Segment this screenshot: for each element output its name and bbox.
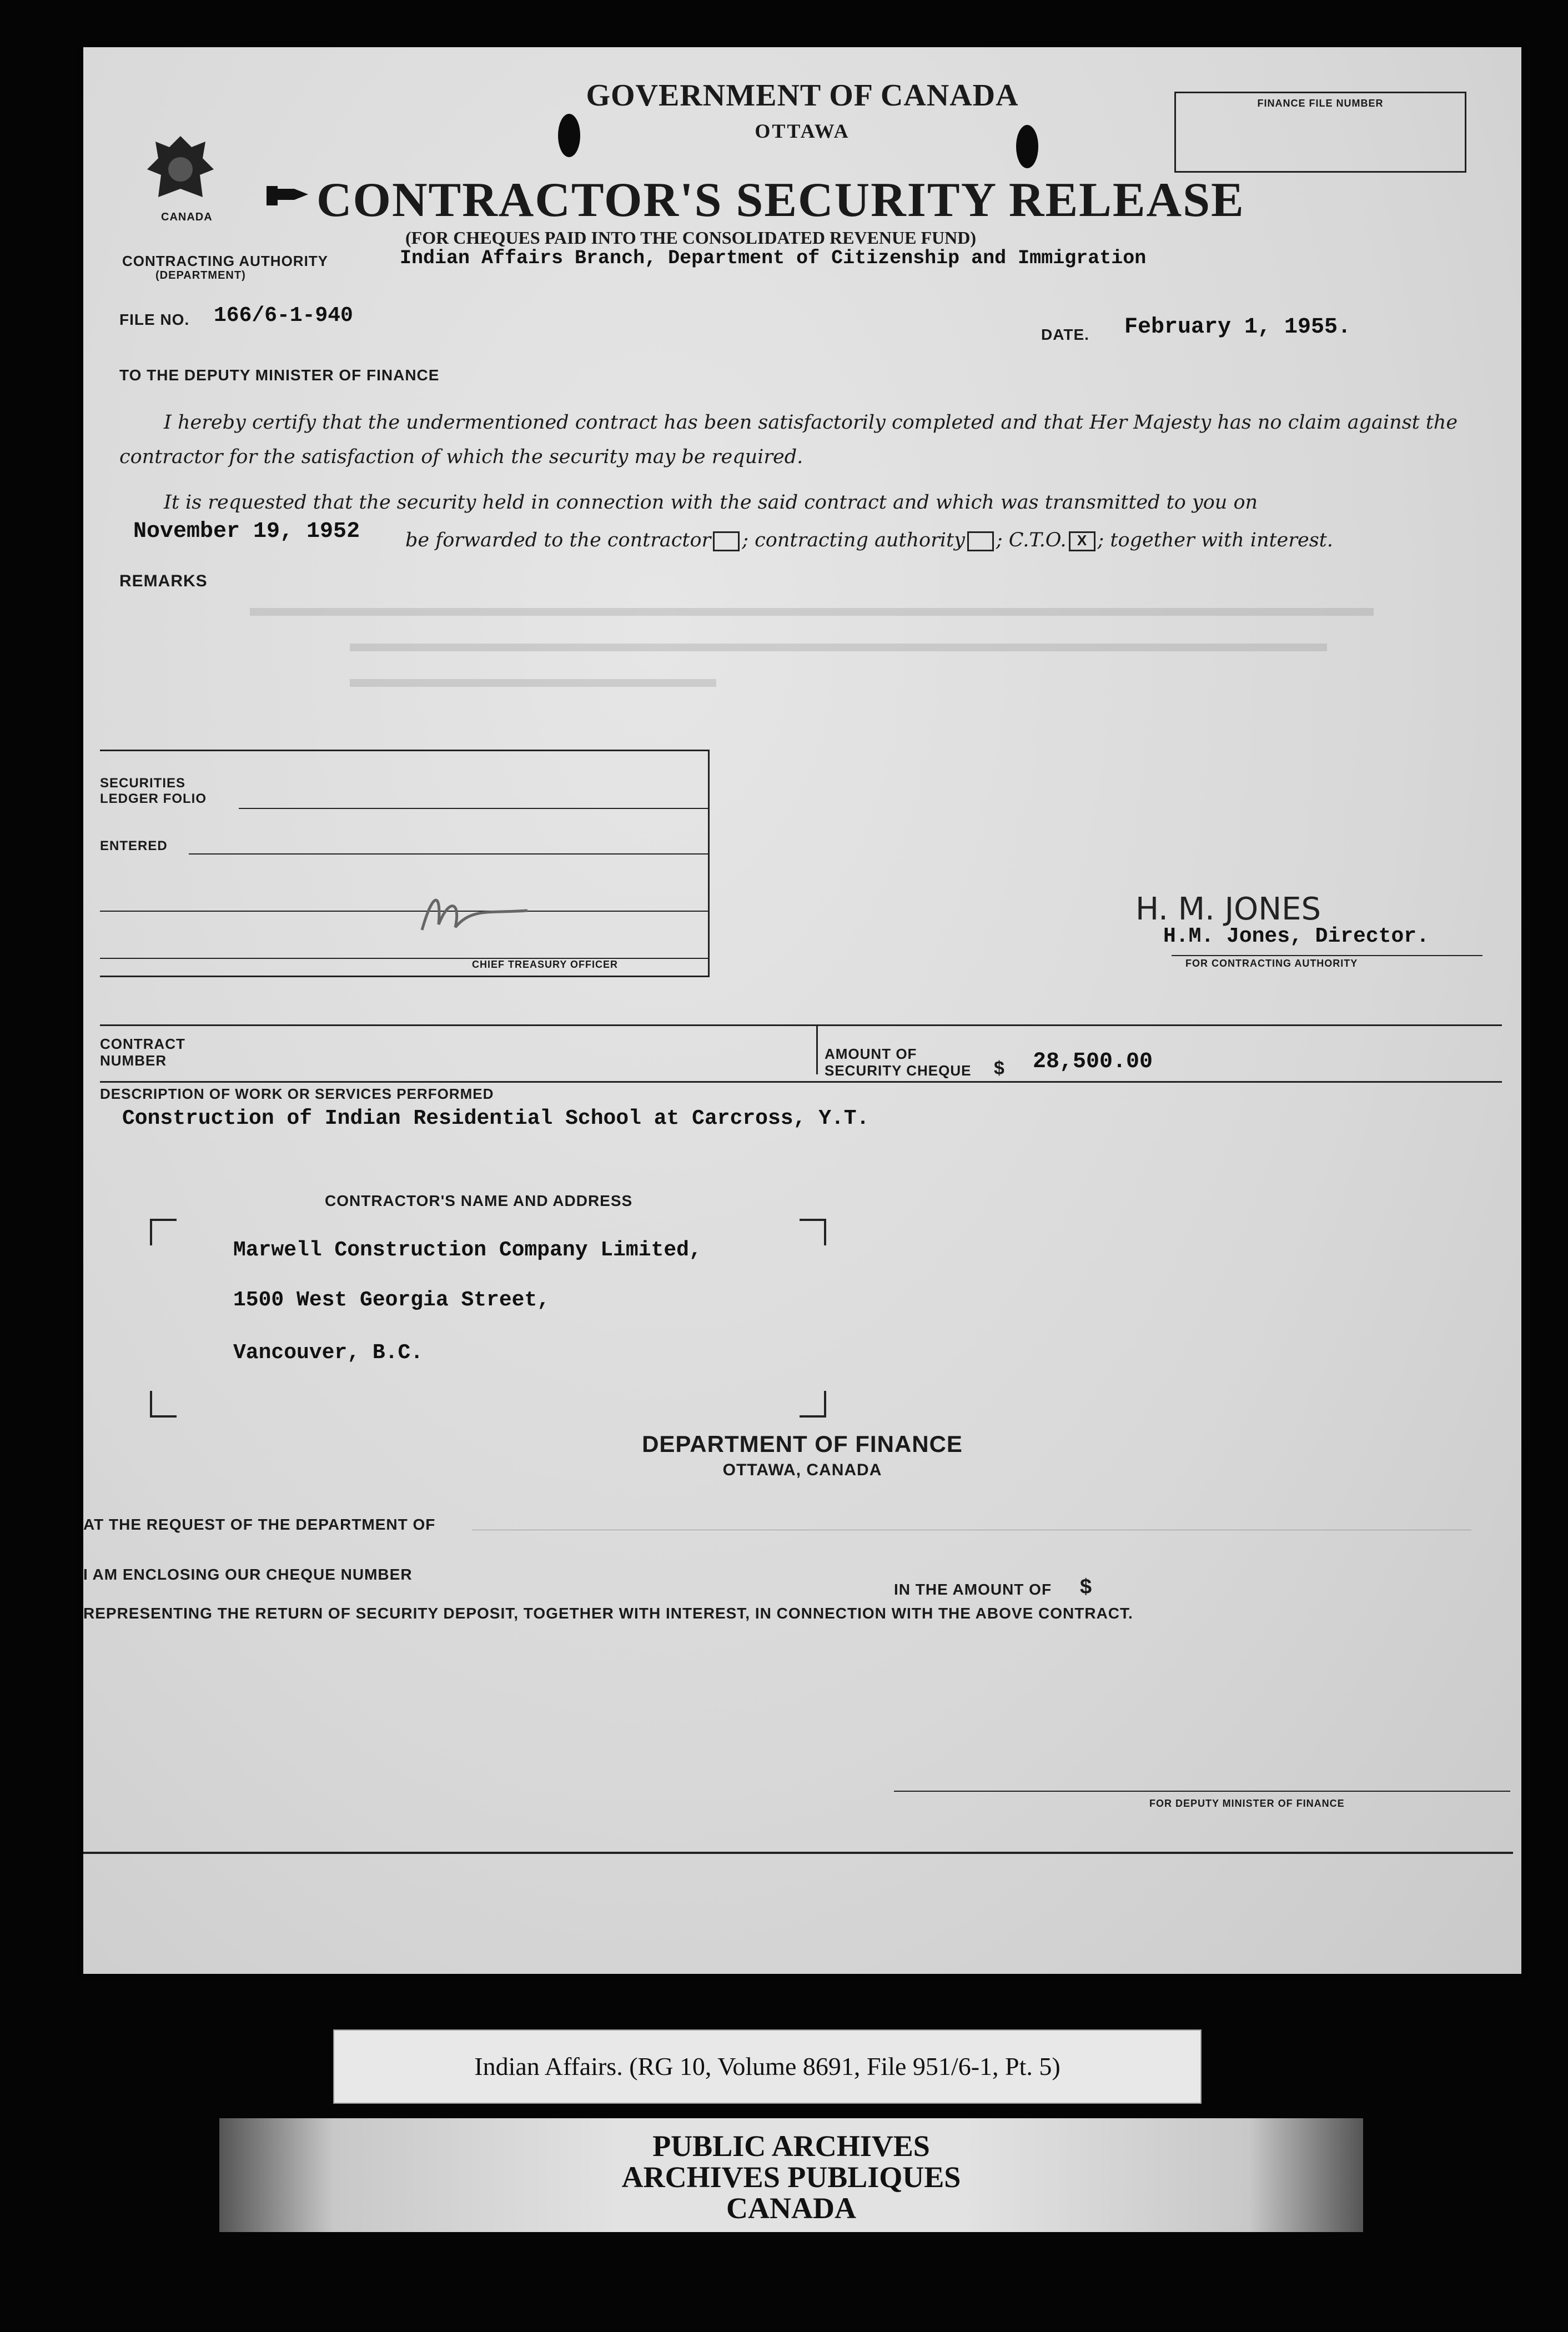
ledger-folio-label: LEDGER FOLIO [100,791,207,806]
authority-option-label: ; contracting authority [742,529,965,551]
forward-options-line [405,529,1333,551]
finance-file-number-box[interactable] [1174,92,1466,173]
form-title: CONTRACTOR'S SECURITY RELEASE [316,173,1245,227]
address-bracket [800,1219,826,1245]
transmitted-date[interactable]: November 19, 1952 [133,519,360,544]
ledger-folio-line[interactable] [239,808,708,809]
request-of-department-label: AT THE REQUEST OF THE DEPARTMENT OF [83,1516,436,1533]
finance-file-number-label: FINANCE FILE NUMBER [1257,98,1384,109]
contractor-checkbox[interactable] [713,531,740,551]
city-heading: OTTAWA [755,120,850,142]
cheque-number-label: I AM ENCLOSING OUR CHEQUE NUMBER [83,1566,413,1583]
amount-of-label: IN THE AMOUNT OF [894,1581,1052,1598]
finance-currency: $ [1080,1575,1093,1599]
signature-stamp: H. M. JONES [1135,891,1321,927]
file-no-value[interactable]: 166/6-1-940 [214,304,353,328]
form-subtitle: (FOR CHEQUES PAID INTO THE CONSOLIDATED REVENUE FUND) [405,228,976,248]
address-bracket [800,1391,826,1418]
entered-line[interactable] [189,853,708,855]
representing-text: REPRESENTING THE RETURN OF SECURITY DEPOSIT, TOGETHER WITH INTEREST, IN CONNECTION WITH THE ABOVE CONTRACT. [83,1605,1133,1622]
authority-signature-line[interactable] [1172,955,1482,956]
faded-remarks-text [250,602,1471,730]
archive-citation-label [333,2029,1202,2104]
amount-label: AMOUNT OF [825,1046,917,1062]
contractor-city[interactable]: Vancouver, B.C. [233,1341,424,1365]
security-cheque-label: SECURITY CHEQUE [825,1062,972,1079]
treasury-box-bottom [100,976,710,977]
archives-line-3: CANADA [726,2192,856,2225]
interest-text: ; together with interest. [1097,529,1333,551]
treasury-box-right [708,750,710,977]
addressee: TO THE DEPUTY MINISTER OF FINANCE [119,366,440,384]
finance-department-heading: DEPARTMENT OF FINANCE [642,1431,963,1457]
treasury-box-top [100,750,708,751]
date-value[interactable]: February 1, 1955. [1124,315,1351,340]
for-contracting-authority-label: FOR CONTRACTING AUTHORITY [1185,958,1358,969]
file-no-label: FILE NO. [119,311,190,328]
cto-checkbox[interactable]: X [1069,531,1095,551]
contracting-authority-value[interactable]: Indian Affairs Branch, Department of Citizenship and Immigration [400,247,1147,269]
archives-stamp-strip [219,2118,1363,2232]
treasury-divider [100,911,708,912]
entered-label: ENTERED [100,838,168,853]
amount-currency: $ [994,1058,1005,1079]
date-label: DATE. [1041,326,1089,343]
contract-number-label-2: NUMBER [100,1052,167,1069]
securities-label: SECURITIES [100,776,186,791]
contractor-street[interactable]: 1500 West Georgia Street, [233,1288,550,1312]
contractor-option-label: be forwarded to the contractor [405,529,711,551]
work-description[interactable]: Construction of Indian Residential School at Carcross, Y.T. [122,1107,870,1130]
deputy-signature-line[interactable] [894,1791,1510,1792]
certification-text: I hereby certify that the undermentioned contract has been satisfactorily completed and that Her Majesty has no claim against the contractor for the satisfaction of which the security may be required. [119,411,1458,468]
archives-stamp-text [219,2130,1363,2224]
deputy-minister-caption: FOR DEPUTY MINISTER OF FINANCE [1149,1798,1345,1809]
authority-checkbox[interactable] [967,531,994,551]
security-cheque-amount[interactable]: 28,500.00 [1033,1049,1153,1074]
contract-section-bottom [100,1081,1502,1083]
contractor-label: CONTRACTOR'S NAME AND ADDRESS [325,1192,633,1209]
crest-caption: CANADA [161,211,213,223]
government-heading: GOVERNMENT OF CANADA [586,78,1019,113]
chief-treasury-officer-label: CHIEF TREASURY OFFICER [472,959,619,970]
remarks-label: REMARKS [119,572,208,590]
archive-citation: Indian Affairs. (RG 10, Volume 8691, File 951/6-1, Pt. 5) [474,2052,1061,2080]
address-bracket [150,1219,177,1245]
cto-option-label: ; C.T.O. [996,529,1067,551]
archives-line-2: ARCHIVES PUBLIQUES [621,2160,961,2194]
department-sublabel: (DEPARTMENT) [155,269,246,282]
contract-section-top [100,1024,1502,1026]
signatory-typed-name: H.M. Jones, Director. [1163,924,1429,948]
treasury-officer-signature [416,880,539,941]
description-label: DESCRIPTION OF WORK OR SERVICES PERFORMED [100,1085,494,1102]
contract-divider [816,1024,818,1074]
contracting-authority-label: CONTRACTING AUTHORITY [122,253,329,269]
form-bottom-rule [83,1852,1513,1854]
address-bracket [150,1391,177,1418]
contractor-name[interactable]: Marwell Construction Company Limited, [233,1238,702,1262]
contract-number-label: CONTRACT [100,1036,185,1052]
pointing-hand-icon [267,178,311,211]
archives-line-1: PUBLIC ARCHIVES [652,2129,930,2163]
form-paper [83,47,1521,1974]
request-text: It is requested that the security held in connection with the said contract and which was transmitted to you on [164,491,1258,514]
finance-location: OTTAWA, CANADA [722,1461,882,1479]
